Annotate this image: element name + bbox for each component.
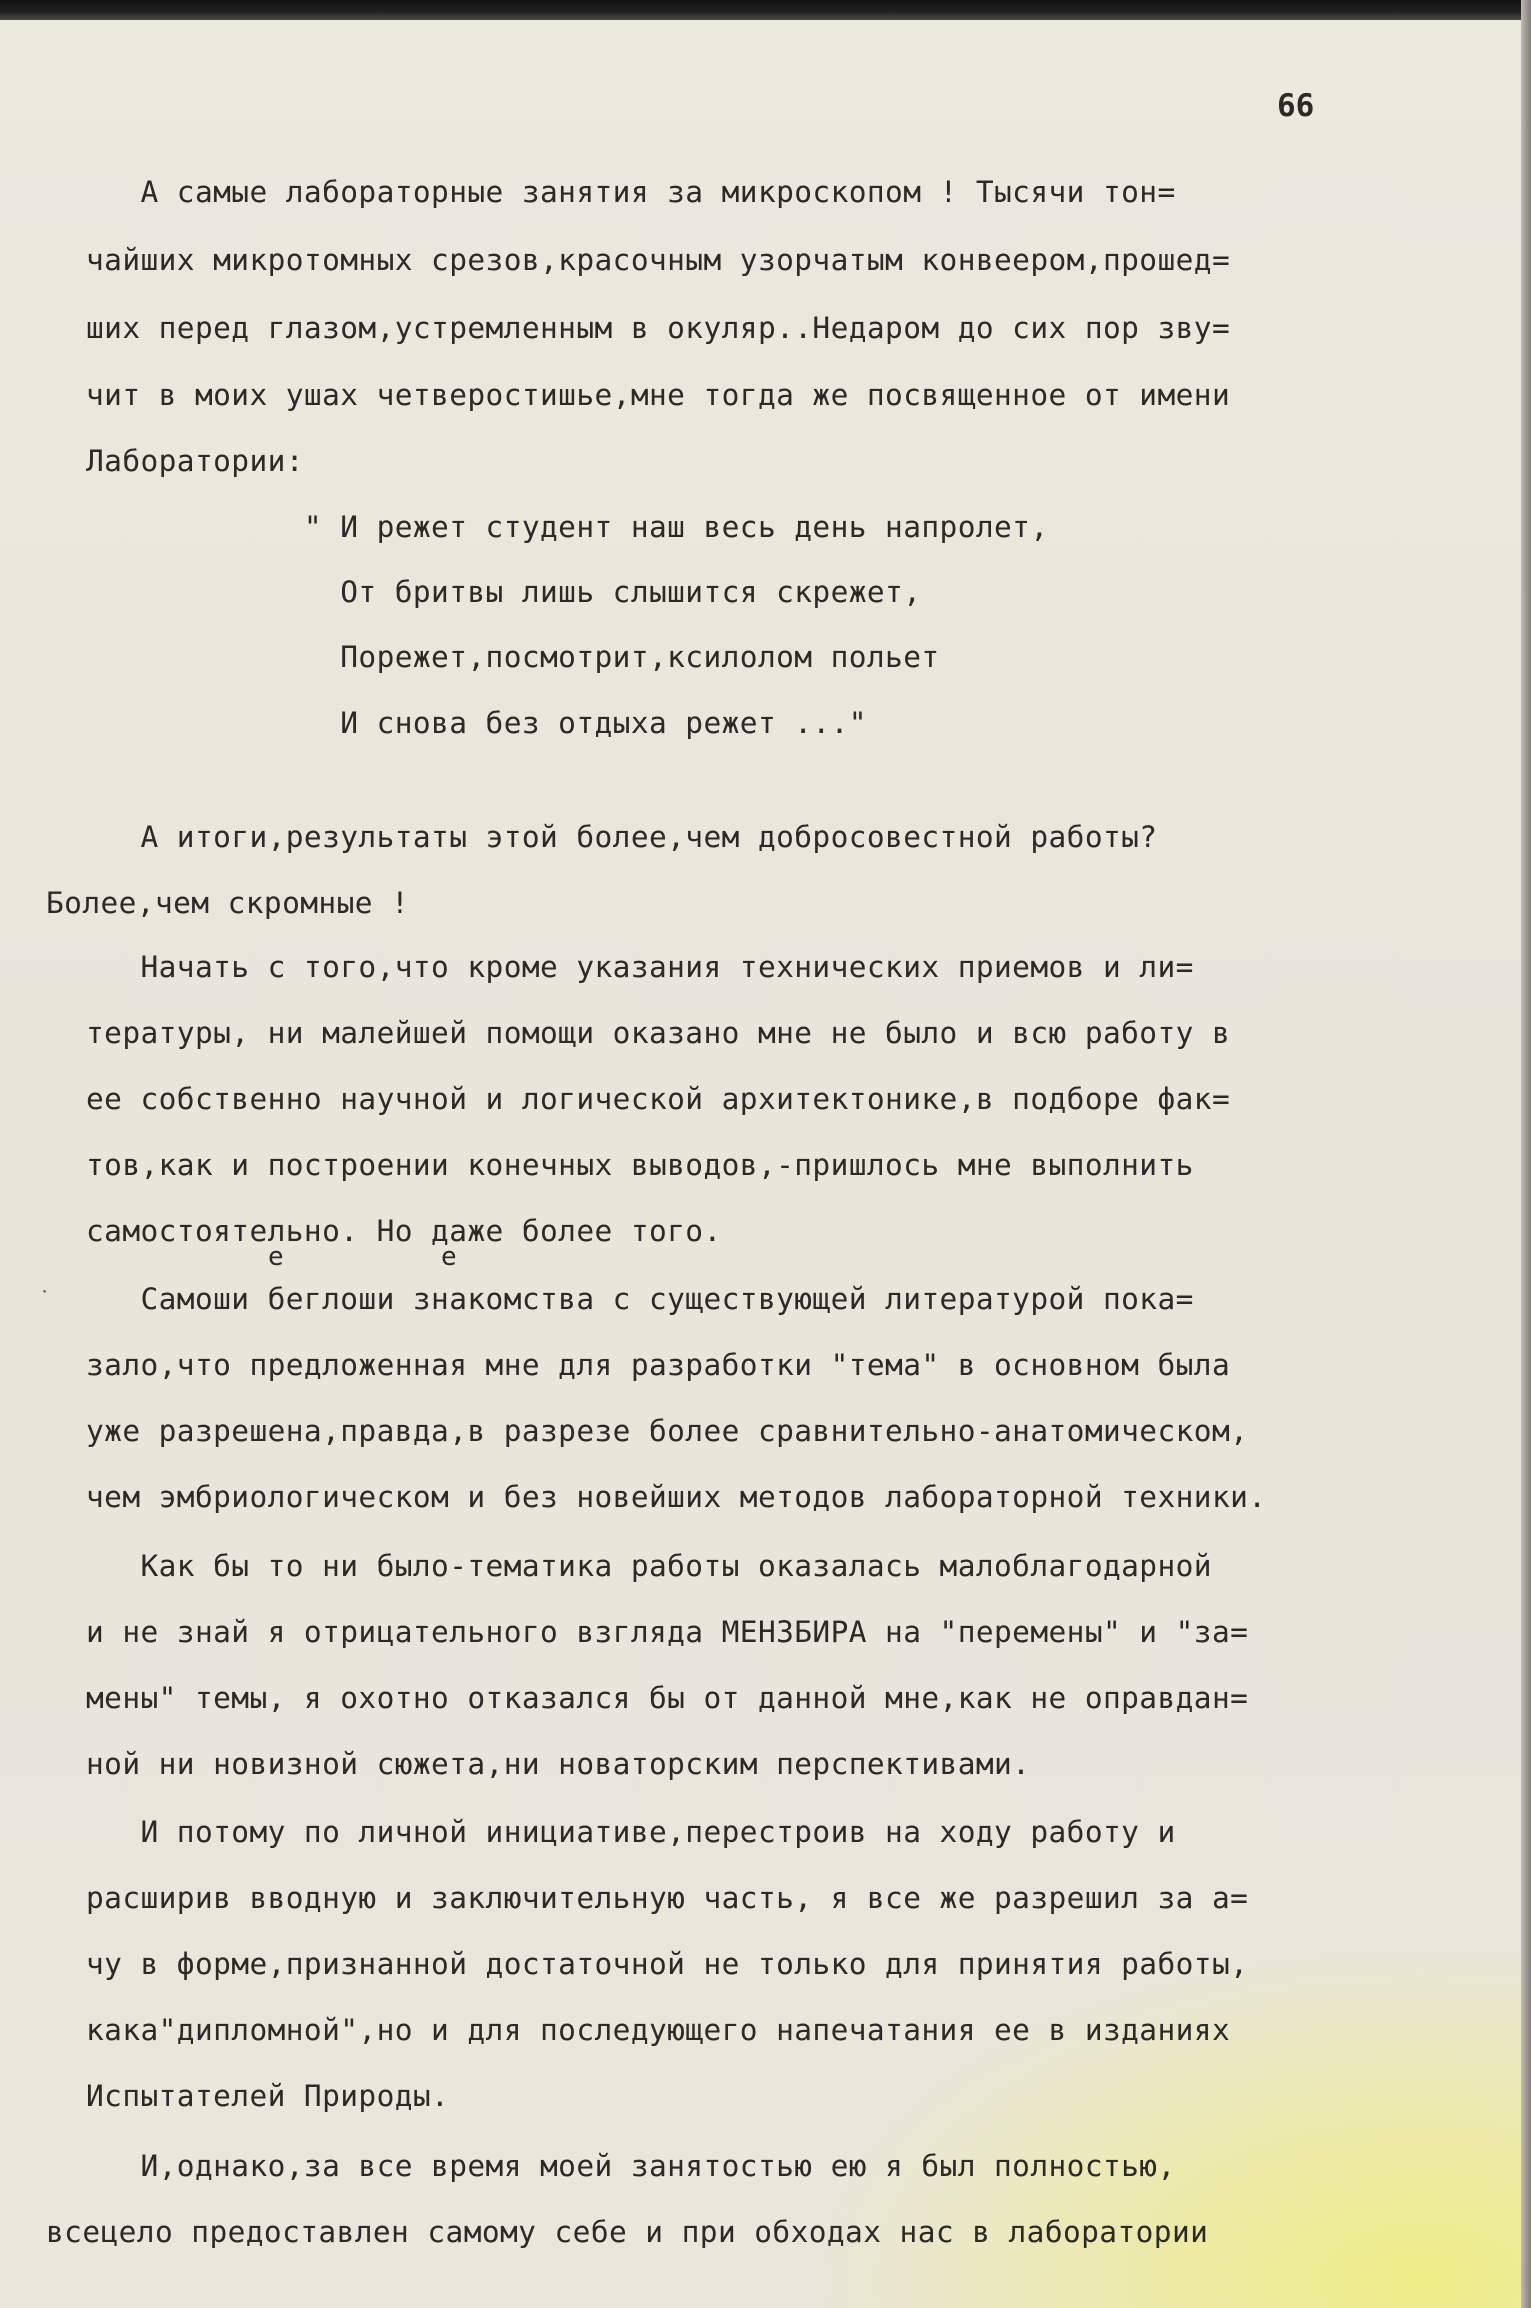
verse-line: И снова без отдыха режет ..."	[86, 706, 867, 740]
text-line: чем эмбриологическом и без новейших методов лабораторной техники.	[86, 1480, 1267, 1514]
text-line: всецело предоставлен самому себе и при обходах нас в лаборатории	[46, 2215, 1209, 2249]
text-line: самостоятельно. Но даже более того.	[86, 1214, 722, 1248]
handwritten-correction: е	[268, 1242, 284, 1272]
verse-line: Порежет,посмотрит,ксилолом польет	[86, 640, 940, 674]
text-line: Более,чем скромные !	[46, 886, 410, 920]
text-line: Лаборатории:	[86, 444, 304, 478]
text-line: и не знай я отрицательного взгляда МЕНЗБИРА на "перемены" и "за=	[86, 1615, 1249, 1649]
text-line: тературы, ни малейшей помощи оказано мне не было и всю работу в	[86, 1016, 1231, 1050]
text-line: А итоги,результаты этой более,чем добросовестной работы?	[86, 820, 1158, 854]
text-line: И потому по личной инициативе,перестроив на ходу работу и	[86, 1815, 1176, 1849]
text-line: чу в форме,признанной достаточной не только для принятия работы,	[86, 1947, 1249, 1981]
text-line: И,однако,за все время моей занятостью ею я был полностью,	[86, 2149, 1176, 2183]
text-line: тов,как и построении конечных выводов,-пришлось мне выполнить	[86, 1148, 1194, 1182]
page-number: 66	[1277, 88, 1315, 124]
text-line: расширив вводную и заключительную часть, я все же разрешил за а=	[86, 1881, 1249, 1915]
text-line: Как бы то ни было-тематика работы оказалась малоблагодарной	[86, 1549, 1212, 1583]
scan-top-edge	[0, 0, 1531, 20]
text-line: чайших микротомных срезов,красочным узорчатым конвеером,прошед=	[86, 243, 1231, 277]
scan-right-edge	[1521, 0, 1531, 2308]
text-line: мены" темы, я охотно отказался бы от данной мне,как не оправдан=	[86, 1681, 1249, 1715]
text-line: ших перед глазом,устремленным в окуляр..Недаром до сих пор зву=	[86, 311, 1231, 345]
text-line: ее собственно научной и логической архитектонике,в подборе фак=	[86, 1082, 1231, 1116]
verse-line: " И режет студент наш весь день напролет,	[86, 510, 1049, 544]
text-line: А самые лабораторные занятия за микроскопом ! Тысячи тон=	[86, 175, 1176, 209]
text-line: уже разрешена,правда,в разрезе более сравнительно-анатомическом,	[86, 1414, 1249, 1448]
text-line: Самоши беглоши знакомства с существующей литературой пока=	[86, 1282, 1194, 1316]
text-line: зало,что предложенная мне для разработки "тема" в основном была	[86, 1348, 1231, 1382]
margin-mark: ˙	[38, 1288, 52, 1313]
typewritten-page	[0, 20, 1521, 2308]
verse-line: От бритвы лишь слышится скрежет,	[86, 575, 922, 609]
text-line: кака"дипломной",но и для последующего напечатания ее в изданиях	[86, 2013, 1231, 2047]
text-line: ной ни новизной сюжета,ни новаторским перспективами.	[86, 1747, 1031, 1781]
handwritten-correction: е	[441, 1242, 457, 1272]
text-line: Начать с того,что кроме указания технических приемов и ли=	[86, 950, 1194, 984]
text-line: чит в моих ушах четверостишье,мне тогда же посвященное от имени	[86, 378, 1231, 412]
text-line: Испытателей Природы.	[86, 2079, 450, 2113]
